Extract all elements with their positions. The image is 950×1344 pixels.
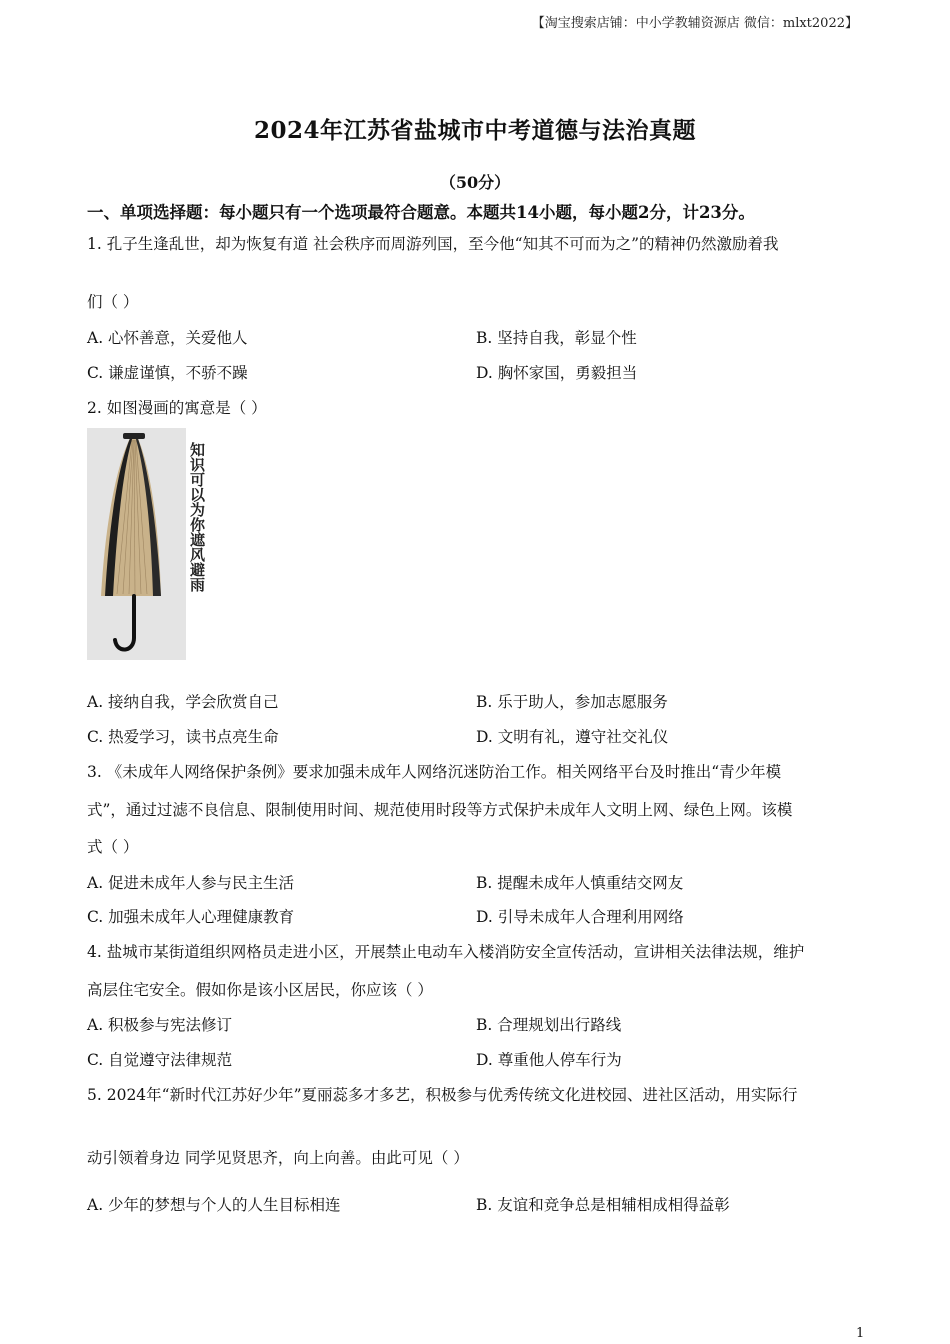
question-3-text-cont: 式”，通过过滤不良信息、限制使用时间、规范使用时段等方式保护未成年人文明上网、绿色上网。该模 (87, 801, 793, 819)
question-3-option-b: B. 提醒未成年人慎重结交网友 (476, 874, 684, 892)
page-title: 2024年江苏省盐城市中考道德与法治真题 (253, 117, 696, 144)
question-2-option-d: D. 文明有礼，遵守社交礼仪 (476, 728, 669, 746)
question-1-option-b: B. 坚持自我，彰显个性 (476, 329, 637, 347)
question-1-option-d: D. 胸怀家国，勇毅担当 (476, 364, 638, 382)
question-4-option-b: B. 合理规划出行路线 (476, 1016, 622, 1034)
question-2-option-b: B. 乐于助人，参加志愿服务 (476, 693, 668, 711)
question-5-text-cont: 动引领着身边 同学见贤思齐，向上向善。由此可见（ ） (87, 1149, 469, 1167)
book-umbrella-icon (87, 428, 186, 660)
question-2-option-c: C. 热爱学习，读书点亮生命 (87, 728, 279, 746)
question-4-option-c: C. 自觉遵守法律规范 (87, 1051, 233, 1069)
question-3-option-c: C. 加强未成年人心理健康教育 (87, 908, 295, 926)
question-4-text-cont: 高层住宅安全。假如你是该小区居民，你应该（ ） (87, 981, 433, 999)
comic-image (87, 428, 207, 660)
section-heading: 一、单项选择题：每小题只有一个选项最符合题意。本题共14小题，每小题2分，计23分。 (87, 203, 755, 222)
comic-caption: 知识可以为你遮风避雨 (188, 442, 206, 592)
question-2-option-a: A. 接纳自我，学会欣赏自己 (87, 693, 279, 711)
question-4-option-a: A. 积极参与宪法修订 (87, 1016, 233, 1034)
header-note: 【淘宝搜索店铺：中小学教辅资源店 微信：mlxt2022】 (531, 16, 858, 31)
question-4-option-d: D. 尊重他人停车行为 (476, 1051, 622, 1069)
question-1-text-cont: 们（ ） (87, 293, 139, 311)
question-3-text-end: 式（ ） (87, 838, 139, 856)
question-1-text: 1. 孔子生逢乱世，却为恢复有道 社会秩序而周游列国，至今他“知其不可而为之”的精神仍然激励着我 (87, 235, 779, 253)
question-3-option-a: A. 促进未成年人参与民主生活 (87, 874, 295, 892)
question-2-text: 2. 如图漫画的寓意是（ ） (87, 399, 267, 417)
question-1-option-a: A. 心怀善意，关爱他人 (87, 329, 248, 347)
total-score: （50分） (439, 173, 511, 192)
question-1-option-c: C. 谦虚谨慎，不骄不躁 (87, 364, 248, 382)
question-3-text: 3. 《未成年人网络保护条例》要求加强未成年人网络沉迷防治工作。相关网络平台及时推出“青少年模 (87, 763, 782, 781)
page-number: 1 (856, 1326, 865, 1341)
question-5-option-a: A. 少年的梦想与个人的人生目标相连 (87, 1196, 341, 1214)
book-umbrella-picture (87, 428, 186, 660)
question-4-text: 4. 盐城市某街道组织网格员走进小区，开展禁止电动车入楼消防安全宣传活动，宣讲相关法律法规，维护 (87, 943, 805, 961)
question-5-option-b: B. 友谊和竞争总是相辅相成相得益彰 (476, 1196, 730, 1214)
question-5-text: 5. 2024年“新时代江苏好少年”夏丽蕊多才多艺，积极参与优秀传统文化进校园、进社区活动，用实际行 (87, 1086, 798, 1104)
question-3-option-d: D. 引导未成年人合理利用网络 (476, 908, 684, 926)
